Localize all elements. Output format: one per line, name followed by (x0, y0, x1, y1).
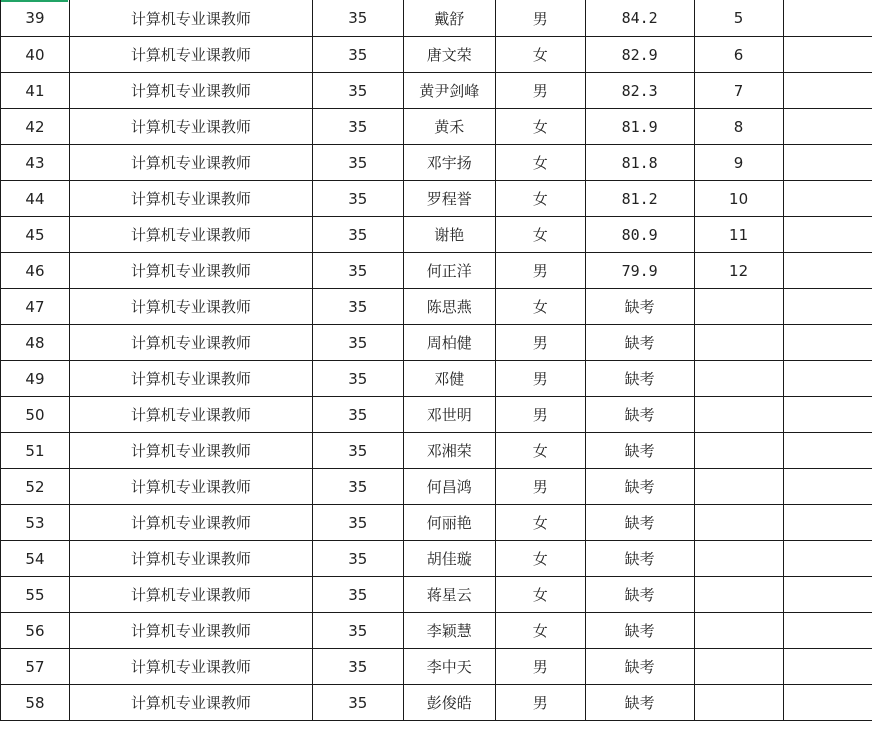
cell-candidate-name[interactable]: 彭俊皓 (403, 685, 495, 721)
cell-gender[interactable]: 女 (495, 613, 585, 649)
cell-note[interactable] (783, 613, 872, 649)
cell-position-code[interactable]: 35 (312, 217, 403, 253)
cell-seq-number[interactable]: 43 (1, 145, 70, 181)
table-row (1, 469, 872, 505)
cell-score[interactable]: 缺考 (585, 541, 694, 577)
cell-score[interactable]: 81.2 (585, 181, 694, 217)
cell-seq-number[interactable]: 58 (1, 685, 70, 721)
cell-candidate-name[interactable]: 何昌鸿 (403, 469, 495, 505)
cell-rank[interactable]: 9 (694, 145, 783, 181)
cell-seq-number[interactable]: 40 (1, 37, 70, 73)
cell-gender[interactable]: 男 (495, 73, 585, 109)
cell-seq-number[interactable]: 55 (1, 577, 70, 613)
cell-candidate-name[interactable]: 邓湘荣 (403, 433, 495, 469)
cell-rank[interactable]: 7 (694, 73, 783, 109)
cell-candidate-name[interactable]: 罗程誉 (403, 181, 495, 217)
cell-rank[interactable] (694, 649, 783, 685)
cell-candidate-name[interactable]: 唐文荣 (403, 37, 495, 73)
table-row (1, 577, 872, 613)
cell-score[interactable]: 82.3 (585, 73, 694, 109)
table-row (1, 361, 872, 397)
table-row (1, 253, 872, 289)
cell-position-code[interactable]: 35 (312, 181, 403, 217)
cell-score[interactable]: 缺考 (585, 397, 694, 433)
cell-gender[interactable]: 女 (495, 433, 585, 469)
cell-note[interactable] (783, 433, 872, 469)
cell-position-code[interactable]: 35 (312, 253, 403, 289)
cell-position-code[interactable]: 35 (312, 0, 403, 37)
cell-gender[interactable]: 男 (495, 0, 585, 37)
cell-seq-number[interactable]: 56 (1, 613, 70, 649)
cell-position[interactable]: 计算机专业课教师 (69, 325, 312, 361)
cell-candidate-name[interactable]: 何正洋 (403, 253, 495, 289)
cell-score[interactable]: 81.8 (585, 145, 694, 181)
cell-position[interactable]: 计算机专业课教师 (69, 253, 312, 289)
cell-candidate-name[interactable]: 邓宇扬 (403, 145, 495, 181)
cell-position-code[interactable]: 35 (312, 73, 403, 109)
cell-gender[interactable]: 男 (495, 253, 585, 289)
cell-gender[interactable]: 女 (495, 217, 585, 253)
cell-position-code[interactable]: 35 (312, 37, 403, 73)
cell-rank[interactable]: 5 (694, 0, 783, 37)
cell-gender[interactable]: 男 (495, 649, 585, 685)
cell-candidate-name[interactable]: 邓世明 (403, 397, 495, 433)
cell-seq-number[interactable]: 57 (1, 649, 70, 685)
cell-note[interactable] (783, 649, 872, 685)
cell-position-code[interactable]: 35 (312, 541, 403, 577)
cell-gender[interactable]: 男 (495, 361, 585, 397)
cell-note[interactable] (783, 73, 872, 109)
cell-seq-number[interactable]: 53 (1, 505, 70, 541)
cell-seq-number[interactable]: 48 (1, 325, 70, 361)
cell-position[interactable]: 计算机专业课教师 (69, 289, 312, 325)
cell-gender[interactable]: 女 (495, 289, 585, 325)
cell-note[interactable] (783, 181, 872, 217)
table-row (1, 397, 872, 433)
cell-note[interactable] (783, 541, 872, 577)
cell-candidate-name[interactable]: 李颖慧 (403, 613, 495, 649)
cell-gender[interactable]: 男 (495, 685, 585, 721)
cell-candidate-name[interactable]: 黄禾 (403, 109, 495, 145)
cell-position[interactable]: 计算机专业课教师 (69, 685, 312, 721)
cell-position[interactable]: 计算机专业课教师 (69, 0, 312, 37)
table-row (1, 685, 872, 721)
cell-rank[interactable] (694, 577, 783, 613)
cell-gender[interactable]: 男 (495, 397, 585, 433)
cell-note[interactable] (783, 685, 872, 721)
cell-candidate-name[interactable]: 蒋星云 (403, 577, 495, 613)
cell-seq-number[interactable]: 49 (1, 361, 70, 397)
cell-position-code[interactable]: 35 (312, 361, 403, 397)
cell-note[interactable] (783, 469, 872, 505)
cell-note[interactable] (783, 0, 872, 37)
table-row (1, 433, 872, 469)
cell-position[interactable]: 计算机专业课教师 (69, 217, 312, 253)
table-row (1, 505, 872, 541)
cell-candidate-name[interactable]: 邓健 (403, 361, 495, 397)
cell-seq-number[interactable]: 44 (1, 181, 70, 217)
cell-candidate-name[interactable]: 戴舒 (403, 0, 495, 37)
cell-seq-number[interactable]: 50 (1, 397, 70, 433)
cell-rank[interactable] (694, 325, 783, 361)
cell-score[interactable]: 81.9 (585, 109, 694, 145)
cell-position-code[interactable]: 35 (312, 325, 403, 361)
cell-rank[interactable]: 12 (694, 253, 783, 289)
cell-seq-number[interactable]: 51 (1, 433, 70, 469)
cell-position-code[interactable]: 35 (312, 289, 403, 325)
cell-note[interactable] (783, 109, 872, 145)
cell-candidate-name[interactable]: 黄尹剑峰 (403, 73, 495, 109)
cell-score[interactable]: 80.9 (585, 217, 694, 253)
cell-rank[interactable] (694, 433, 783, 469)
cell-score[interactable]: 缺考 (585, 613, 694, 649)
table-body (1, 0, 872, 721)
cell-position-code[interactable]: 35 (312, 145, 403, 181)
cell-position-code[interactable]: 35 (312, 649, 403, 685)
cell-note[interactable] (783, 289, 872, 325)
cell-gender[interactable]: 女 (495, 577, 585, 613)
table-row (1, 0, 872, 37)
cell-position[interactable]: 计算机专业课教师 (69, 109, 312, 145)
cell-gender[interactable]: 女 (495, 37, 585, 73)
table-row (1, 541, 872, 577)
cell-rank[interactable] (694, 541, 783, 577)
cell-position[interactable]: 计算机专业课教师 (69, 433, 312, 469)
cell-rank[interactable]: 11 (694, 217, 783, 253)
cell-candidate-name[interactable]: 陈思燕 (403, 289, 495, 325)
cell-note[interactable] (783, 145, 872, 181)
cell-gender[interactable]: 女 (495, 145, 585, 181)
cell-gender[interactable]: 男 (495, 325, 585, 361)
cell-rank[interactable]: 8 (694, 109, 783, 145)
cell-note[interactable] (783, 217, 872, 253)
cell-position[interactable]: 计算机专业课教师 (69, 361, 312, 397)
cell-note[interactable] (783, 397, 872, 433)
cell-gender[interactable]: 女 (495, 109, 585, 145)
cell-rank[interactable] (694, 613, 783, 649)
cell-rank[interactable] (694, 685, 783, 721)
cell-seq-number[interactable]: 54 (1, 541, 70, 577)
cell-position-code[interactable]: 35 (312, 469, 403, 505)
table-row (1, 37, 872, 73)
cell-score[interactable]: 79.9 (585, 253, 694, 289)
cell-candidate-name[interactable]: 胡佳璇 (403, 541, 495, 577)
cell-position-code[interactable]: 35 (312, 685, 403, 721)
cell-seq-number[interactable]: 47 (1, 289, 70, 325)
cell-candidate-name[interactable]: 何丽艳 (403, 505, 495, 541)
cell-seq-number[interactable]: 39 (1, 0, 70, 37)
cell-score[interactable]: 缺考 (585, 505, 694, 541)
cell-score[interactable]: 缺考 (585, 325, 694, 361)
cell-gender[interactable]: 女 (495, 541, 585, 577)
cell-candidate-name[interactable]: 李中天 (403, 649, 495, 685)
table-row (1, 289, 872, 325)
cell-position[interactable]: 计算机专业课教师 (69, 541, 312, 577)
cell-position[interactable]: 计算机专业课教师 (69, 613, 312, 649)
table-row (1, 73, 872, 109)
cell-note[interactable] (783, 253, 872, 289)
cell-candidate-name[interactable]: 谢艳 (403, 217, 495, 253)
cell-score[interactable]: 82.9 (585, 37, 694, 73)
cell-position-code[interactable]: 35 (312, 433, 403, 469)
cell-rank[interactable] (694, 361, 783, 397)
cell-score[interactable]: 缺考 (585, 469, 694, 505)
cell-seq-number[interactable]: 41 (1, 73, 70, 109)
cell-seq-number[interactable]: 42 (1, 109, 70, 145)
table-row (1, 145, 872, 181)
cell-note[interactable] (783, 577, 872, 613)
cell-position[interactable]: 计算机专业课教师 (69, 505, 312, 541)
cell-position[interactable]: 计算机专业课教师 (69, 649, 312, 685)
cell-position[interactable]: 计算机专业课教师 (69, 73, 312, 109)
cell-gender[interactable]: 女 (495, 181, 585, 217)
cell-rank[interactable] (694, 469, 783, 505)
cell-position-code[interactable]: 35 (312, 577, 403, 613)
cell-position-code[interactable]: 35 (312, 109, 403, 145)
cell-gender[interactable]: 女 (495, 505, 585, 541)
cell-score[interactable]: 缺考 (585, 361, 694, 397)
sheet-bottom-edge (0, 722, 872, 729)
cell-note[interactable] (783, 361, 872, 397)
cell-score[interactable]: 84.2 (585, 0, 694, 37)
table-row (1, 649, 872, 685)
cell-rank[interactable] (694, 289, 783, 325)
cell-rank[interactable] (694, 505, 783, 541)
cell-rank[interactable]: 6 (694, 37, 783, 73)
table-row (1, 325, 872, 361)
table-row (1, 613, 872, 649)
cell-note[interactable] (783, 505, 872, 541)
cell-candidate-name[interactable]: 周柏健 (403, 325, 495, 361)
cell-score[interactable]: 缺考 (585, 577, 694, 613)
cell-rank[interactable] (694, 397, 783, 433)
cell-position-code[interactable]: 35 (312, 505, 403, 541)
cell-score[interactable]: 缺考 (585, 433, 694, 469)
cell-position[interactable]: 计算机专业课教师 (69, 397, 312, 433)
cell-position[interactable]: 计算机专业课教师 (69, 145, 312, 181)
cell-position[interactable]: 计算机专业课教师 (69, 469, 312, 505)
cell-gender[interactable]: 男 (495, 469, 585, 505)
table-row (1, 217, 872, 253)
table-row (1, 181, 872, 217)
cell-position-code[interactable]: 35 (312, 613, 403, 649)
cell-position[interactable]: 计算机专业课教师 (69, 577, 312, 613)
cell-position[interactable]: 计算机专业课教师 (69, 37, 312, 73)
cell-note[interactable] (783, 325, 872, 361)
cell-score[interactable]: 缺考 (585, 685, 694, 721)
cell-score[interactable]: 缺考 (585, 649, 694, 685)
cell-seq-number[interactable]: 45 (1, 217, 70, 253)
cell-position[interactable]: 计算机专业课教师 (69, 181, 312, 217)
cell-rank[interactable]: 10 (694, 181, 783, 217)
cell-seq-number[interactable]: 52 (1, 469, 70, 505)
table-row (1, 109, 872, 145)
cell-position-code[interactable]: 35 (312, 397, 403, 433)
cell-note[interactable] (783, 37, 872, 73)
cell-seq-number[interactable]: 46 (1, 253, 70, 289)
cell-score[interactable]: 缺考 (585, 289, 694, 325)
